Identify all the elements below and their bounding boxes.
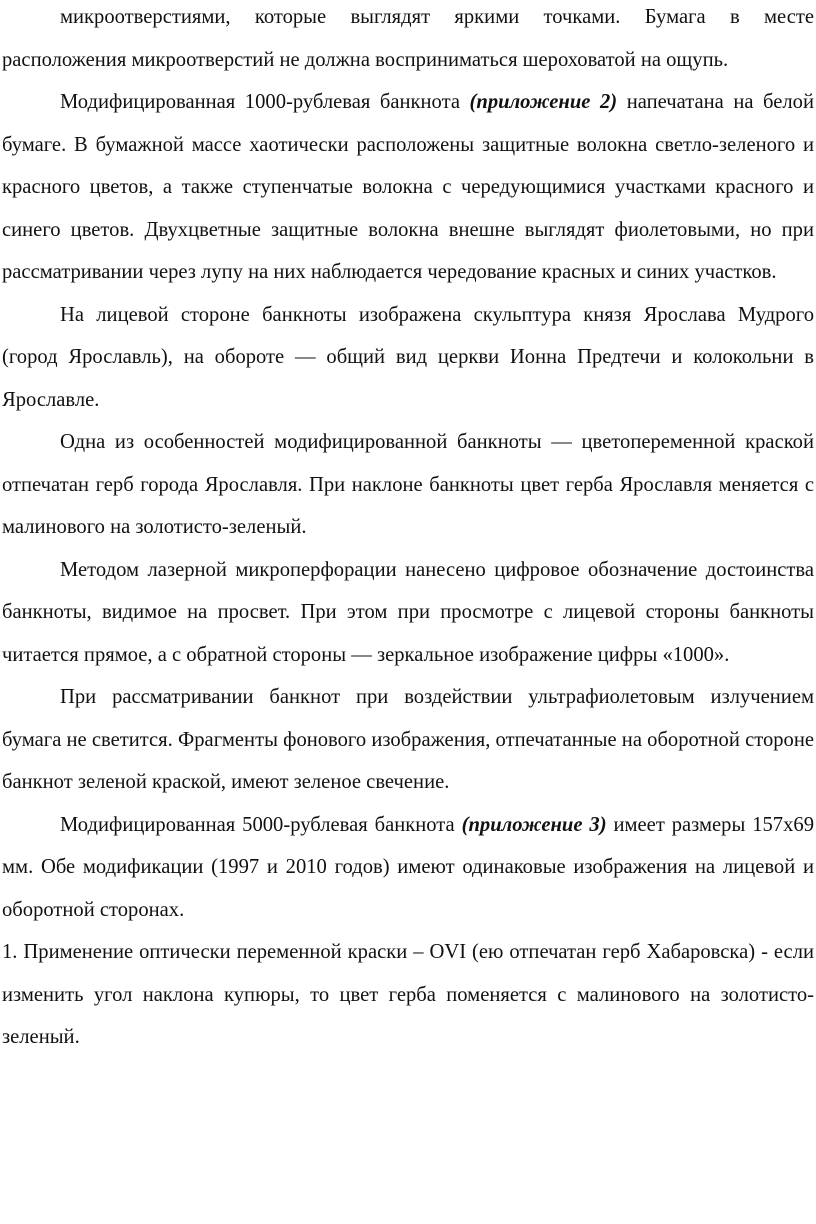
paragraph-5000-text-after: имеет размеры 157х69 мм. Обе модификации (1997 и 2010 годов) имеют одинаковые изображения на лицевой и оборотной сторонах. — [2, 813, 814, 921]
appendix-2-reference: (приложение 2) — [469, 91, 618, 113]
appendix-3-reference: (приложение 3) — [461, 813, 607, 836]
paragraph-1000-text-after: напечатана на белой бумаге. В бумажной массе хаотически расположены защитные волокна светло-зеленого и красного цветов, а также ступенчатые волокна с чередующимися участками красного и синего цветов. Двухцветные защитные волокна внешне выглядят фиолетовыми, но при рассматривании через лупу на них наблюдается чередование красных и синих участков. — [2, 91, 814, 283]
paragraph-color-changing-feature: Одна из особенностей модифицированной банкноты — цветопеременной краской отпечатан герб города Ярославля. При наклоне банкноты цвет герба Ярославля меняется с малинового на золотисто-зеленый. — [2, 431, 814, 538]
paragraph-continuation-line: микроотверстиями, которые выглядят яркими точками. Бумага в месте — [60, 6, 814, 28]
paragraph-laser-microperforation: Методом лазерной микроперфорации нанесено цифровое обозначение достоинства банкноты, видимое на просвет. При этом при просмотре с лицевой стороны банкноты читается прямое, а с обратной стороны — зеркальное изображение цифры «1000». — [2, 558, 814, 666]
paragraph-5000-banknote — [2, 804, 814, 932]
paragraph-continuation-rest: расположения микроотверстий не должна восприниматься шероховатой на ощупь. — [2, 48, 729, 71]
list-item — [2, 931, 814, 1059]
paragraph-1000-text-before: Модифицированная 1000-рублевая банкнота — [60, 91, 470, 113]
paragraph-face-side: На лицевой стороне банкноты изображена скульптура князя Ярослава Мудрого (город Ярославль), на обороте — общий вид церкви Ионна Предтечи и колокольни в Ярославле. — [2, 303, 814, 411]
paragraph-1000-banknote — [2, 81, 814, 294]
paragraph-5000-text-before: Модифицированная 5000-рублевая банкнота — [60, 813, 462, 836]
paragraph-ultraviolet: При рассматривании банкнот при воздействии ультрафиолетовым излучением бумага не светится. Фрагменты фонового изображения, отпечатанные на оборотной стороне банкнот зеленой краской, имеют зеленое свечение. — [2, 686, 814, 793]
list-item-text: Применение оптически переменной краски – OVI (ею отпечатан герб Хабаровска) - если изменить угол наклона купюры, то цвет герба поменяется с малинового на золотисто-зеленый. — [2, 941, 814, 1048]
list-item-number: 1. — [2, 941, 18, 963]
